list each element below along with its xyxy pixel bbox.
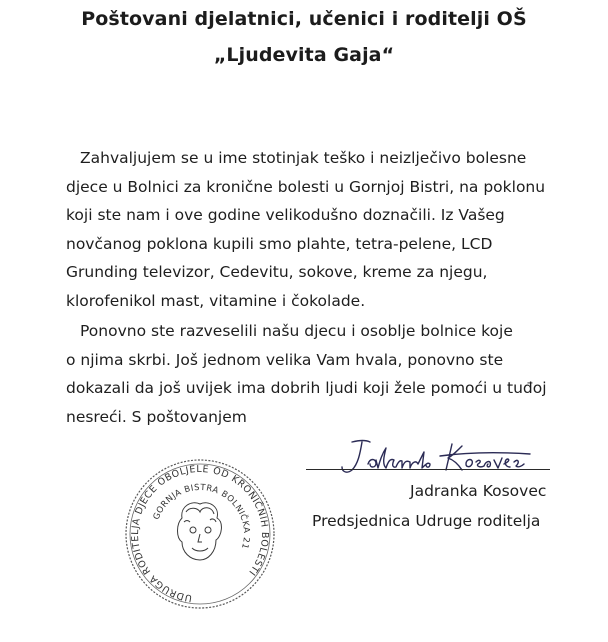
signature-rule [306, 469, 550, 470]
svg-text:UDRUGA RODITELJA DJECE OBOLJEL: UDRUGA RODITELJA DJECE OBOLJELE OD KRONIČNIH BOLESTI [129, 463, 271, 604]
child-face-emblem-icon [178, 503, 222, 560]
paragraph-1-line: klorofenikol mast, vitamine i čokolade. [66, 291, 366, 310]
paragraph-2-line: o njima skrbi. Još jednom velika Vam hvala, ponovno ste [66, 350, 504, 369]
signatory-role: Predsjednica Udruge roditelja [312, 512, 541, 530]
letter-title-line-2: „Ljudevita Gaja“ [213, 44, 395, 66]
paragraph-2 [66, 317, 596, 431]
paragraph-1 [66, 144, 596, 316]
handwritten-signature [330, 434, 570, 484]
paragraph-1-line: novčanog poklona kupili smo plahte, tetra-pelene, LCD [66, 234, 493, 253]
svg-text:GORNJA BISTRA BOLNIČKA 21: GORNJA BISTRA BOLNIČKA 21 [151, 482, 252, 551]
paragraph-1-line: koji ste nam i ove godine velikodušno doznačili. Iz Vašeg [66, 206, 505, 225]
paragraph-2-line: Ponovno ste razveselili našu djecu i osoblje bolnice koje [80, 322, 513, 340]
paragraph-2-line: nesreći. S poštovanjem [66, 407, 247, 426]
letter-title-line-1: Poštovani djelatnici, učenici i roditelji OŠ [81, 8, 527, 30]
paragraph-1-line: Grunding televizor, Cedevitu, sokove, kreme za njegu, [66, 263, 488, 282]
signatory-name: Jadranka Kosovec [410, 482, 547, 500]
organization-stamp [120, 456, 280, 612]
paragraph-1-line: Zahvaljujem se u ime stotinjak teško i neizlječivo bolesne [80, 149, 527, 167]
paragraph-2-line: dokazali da još uvijek ima dobrih ljudi koji žele pomoći u tuđoj [66, 379, 547, 398]
paragraph-1-line: djece u Bolnici za kronične bolesti u Gornjoj Bistri, na poklonu [66, 177, 546, 196]
